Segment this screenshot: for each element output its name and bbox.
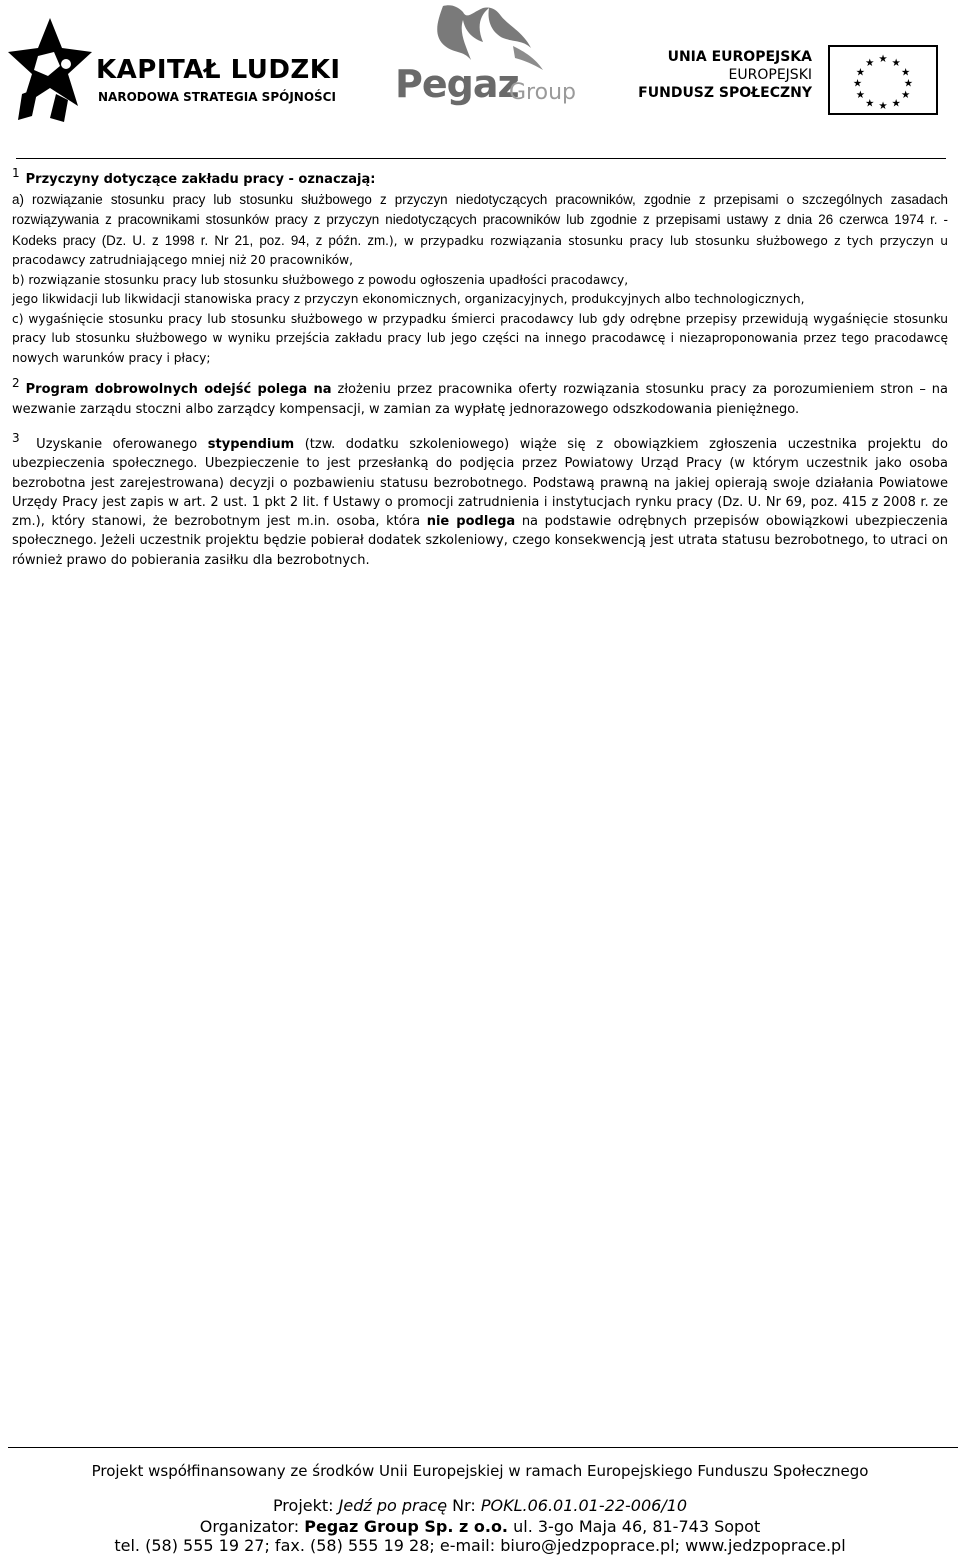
kapital-ludzki-title: KAPITAŁ LUDZKI: [96, 55, 341, 85]
svg-text:★: ★: [855, 88, 866, 101]
footnote-2-text: złożeniu przez pracownika oferty rozwiązania stosunku pracy za porozumieniem stron – na wezwanie zarządu stoczni albo zarządcy kompensacji, w zamian za wypłatę jednorazowego odszkodowania pieniężnego.: [12, 382, 948, 417]
footnote-1-item-b-cont: jego likwidacji lub likwidacji stanowiska pracy z przyczyn ekonomicznych, organizacyjnych, produkcyjnych albo technologicznych,: [12, 292, 805, 306]
footnote-3-text-2: (tzw. dodatku szkoleniowego) wiąże się z obowiązkiem zgłoszenia uczestnika projektu do ubezpieczenia społecznego. Ubezpieczenie to jest przesłanką do podjęcia przez Powiatowy Urząd Pracy (w którym uczestnik jako osoba bezrobotna jest zarejestrowana) decyzji o pozbawieniu statusu bezrobotnego. Podstawą prawną na jakiej opierają swoje działania Powiatowe Urzędy Pracy jest zapis w art. 2 ust. 1 pkt 2 lit. f Ustawy o promocji zatrudnienia i instytucjach rynku pracy (Dz. U. Nr 69, poz. 415 z 2008 r. ze zm.), który stanowi, że bezrobotnym jest m.in. osoba, która: [12, 437, 949, 530]
project-line: [0, 1496, 960, 1515]
organizer-name: Pegaz Group Sp. z o.o.: [304, 1517, 509, 1536]
organizer-label: Organizator:: [199, 1517, 305, 1536]
pegaz-name: Pegaz: [395, 62, 519, 106]
project-label: Projekt:: [272, 1496, 339, 1515]
footnote-3: [12, 431, 949, 570]
svg-text:★: ★: [878, 100, 888, 113]
footnote-3-text-1: Uzyskanie oferowanego: [25, 437, 208, 452]
footnote-1-number: 1: [12, 166, 20, 180]
footnote-1-item-a: a) rozwiązanie stosunku pracy lub stosunku służbowego z przyczyn niedotyczących pracowników, zgodnie z przepisami o szczególnych zasadach rozwiązywania z pracownikami stosunków pracy z przyczyn niedotyczących pracowników lub zgodnie z przepisami ustawy z dnia 26 czerwca 1974 r. - Kodeks pracy (Dz. U. z 1998 r. Nr 21, poz. 94, z późn. zm.: [12, 191, 948, 248]
header-divider: [16, 158, 946, 159]
project-number: POKL.06.01.01-22-006/10: [480, 1496, 688, 1515]
footnote-3-text-3: na podstawie odrębnych przepisów obowiązkowi ubezpieczenia społecznego. Jeżeli uczestnik projektu będzie pobierał dodatek szkoleniowy, czego konsekwencją jest utrata statusu bezrobotnego, to utraci on również prawo do pobierania zasiłku dla bezrobotnych.: [12, 514, 948, 568]
footnote-1-title: Przyczyny dotyczące zakładu pracy - oznaczają:: [25, 172, 376, 187]
svg-text:★: ★: [865, 97, 875, 110]
svg-text:★: ★: [903, 77, 914, 90]
svg-text:★: ★: [900, 88, 911, 101]
organizer-line: [0, 1517, 960, 1536]
svg-text:★: ★: [891, 97, 901, 110]
project-number-label: Nr:: [447, 1496, 481, 1515]
kapital-ludzki-subtitle: NARODOWA STRATEGIA SPÓJNOŚCI: [98, 90, 336, 104]
ue-efs-logo: [638, 45, 938, 115]
footnote-1-item-c: c) wygaśnięcie stosunku pracy lub stosunku służbowego w przypadku śmierci pracodawcy lub gdy odrębne przepisy przewidują wygaśnięcie stosunku pracy lub stosunku służbowego w wyniku przejścia zakładu pracy lub jego części na innego pracodawcę i niezaproponowania przez tego pracodawcę nowych warunków pracy i płacy;: [12, 311, 948, 365]
footnote-2-bold: Program dobrowolnych odejść polega na: [25, 382, 332, 397]
cofinanced-note: Projekt współfinansowany ze środków Unii Europejskiej w ramach Europejskiego Funduszu Społecznego: [91, 1462, 869, 1480]
contact-line: tel. (58) 555 19 27; fax. (58) 555 19 28; e-mail: biuro@jedzpoprace.pl; www.jedzpoprace.pl: [114, 1536, 846, 1555]
svg-text:★: ★: [855, 66, 866, 79]
footnote-1-item-a-cont: ), w przypadku rozwiązania stosunku pracy lub stosunku służbowego z tych przyczyn u pracodawcy zatrudniającego mniej niż 20 pracowników,: [12, 233, 948, 267]
svg-text:★: ★: [900, 66, 911, 79]
footnotes: [12, 166, 949, 578]
footer-divider: [8, 1447, 958, 1448]
footnote-2: [12, 376, 948, 419]
page-header: [0, 0, 960, 130]
eu-flag-icon: [828, 45, 938, 115]
organizer-address: ul. 3-go Maja 46, 81-743 Sopot: [508, 1517, 761, 1536]
ue-line-1: UNIA EUROPEJSKA: [667, 49, 812, 65]
svg-text:★: ★: [865, 56, 875, 69]
pegaz-group-logo: [393, 2, 583, 114]
svg-text:★: ★: [852, 77, 863, 90]
kapital-ludzki-star-icon: [8, 18, 92, 122]
kapital-ludzki-logo: [8, 18, 341, 123]
svg-text:★: ★: [878, 53, 888, 66]
project-name: Jedź po pracę: [338, 1496, 448, 1515]
footnote-1: [12, 166, 948, 368]
footnote-3-bold-2: nie podlega: [426, 514, 516, 530]
ue-line-3: FUNDUSZ SPOŁECZNY: [638, 85, 812, 101]
footnote-2-number: 2: [12, 376, 20, 390]
footnote-3-bold-1: stypendium: [207, 437, 295, 452]
ue-line-2: EUROPEJSKI: [728, 67, 812, 83]
footnote-3-number: 3: [12, 431, 20, 445]
svg-text:★: ★: [891, 56, 901, 69]
footnote-1-item-b: b) rozwiązanie stosunku pracy lub stosunku służbowego z powodu ogłoszenia upadłości pracodawcy,: [12, 272, 629, 287]
pegaz-group-text: Group: [509, 80, 576, 105]
